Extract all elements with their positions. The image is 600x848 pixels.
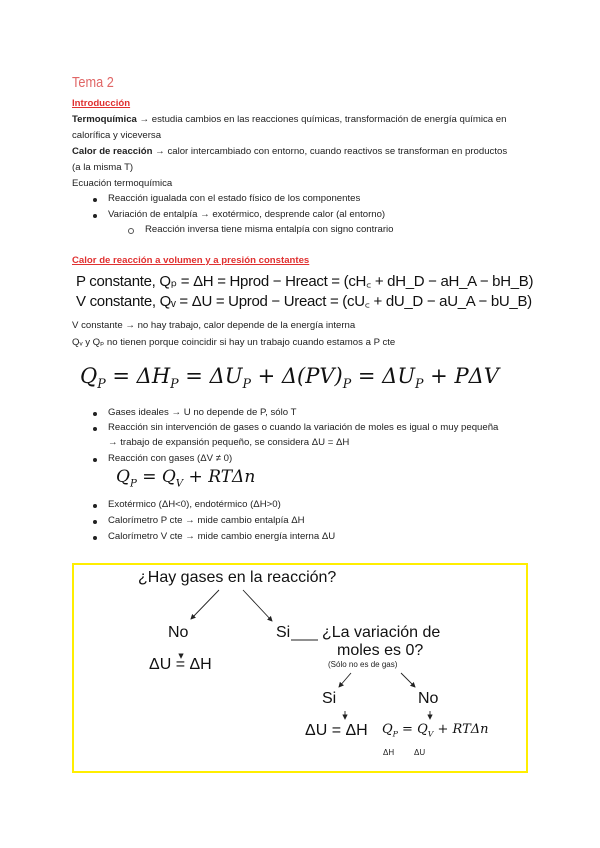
list-item: Reacción igualada con el estado físico de los componentes (108, 193, 361, 204)
intro-heading: Introducción (72, 98, 131, 109)
question-gases: ¿Hay gases en la reacción? (138, 569, 337, 586)
answer-no-2: No (418, 690, 439, 707)
formula-p: P constante, Qₚ = ΔH = Hprod − Hreact = (cH꜀ + dH_D − aH_A − bH_B) (76, 273, 534, 290)
formula-qp: $Q_P = Q_V + RT\Delta n$ (116, 467, 256, 490)
list-item: Reacción sin intervención de gases o cuando la variación de moles es igual o muy pequeña (108, 422, 499, 433)
arrow-icon (401, 673, 415, 687)
arrow-icon (339, 673, 351, 687)
result-no-2: $Q_P = Q_V + RT\Delta n$ (382, 722, 489, 739)
arrow-icon (191, 590, 219, 619)
text-line: V constante → no hay trabajo, calor depende de la energía interna (72, 320, 356, 331)
list-item: Variación de entalpía → exotérmico, desprende calor (al entorno) (108, 209, 386, 220)
answer-si-2: Si (322, 690, 337, 707)
under-qp: ΔH (383, 748, 395, 757)
text-line: Qᵥ y Qₚ no tienen porque coincidir si hay un trabajo cuando estamos a P cte (72, 337, 396, 348)
result-si-2: ΔU = ΔH (305, 722, 368, 739)
list-item: Calorímetro P cte → mide cambio entalpía ΔH (108, 515, 305, 526)
section-heading: Calor de reacción a volumen y a presión constantes (72, 255, 310, 266)
answer-no: No (168, 624, 189, 641)
text-line: (a la misma T) (72, 162, 134, 173)
note: (Sólo no es de gas) (328, 660, 398, 669)
question-moles-a: ¿La variación de (322, 624, 441, 641)
text-line: Ecuación termoquímica (72, 178, 173, 189)
list-item: Gases ideales → U no depende de P, sólo T (108, 407, 297, 418)
list-item: Calorímetro V cte → mide cambio energía interna ΔU (108, 531, 336, 542)
list-item: Exotérmico (ΔH<0), endotérmico (ΔH>0) (108, 499, 281, 510)
page-title: Tema 2 (72, 74, 114, 91)
list-item: Reacción con gases (ΔV ≠ 0) (108, 453, 233, 464)
list-item-continued: → trabajo de expansión pequeño, se considera ΔU = ΔH (108, 437, 350, 448)
definition: → estudia cambios en las reacciones químicas, transformación de energía química en (136, 114, 507, 125)
question-moles-b: moles es 0? (337, 642, 424, 659)
arrow-icon (243, 590, 272, 621)
formula-v: V constante, Qᵥ = ΔU = Uprod − Ureact = (cU꜀ + dU_D − aU_A − bU_B) (76, 293, 532, 310)
big-formula: $Q_P = \Delta H_P = \Delta U_P + \Delta(PV)_P = \Delta U_P + P\Delta V$ (80, 364, 499, 392)
term: Termoquímica (72, 114, 137, 125)
term: Calor de reacción (72, 146, 153, 157)
text-line: calorífica y viceversa (72, 130, 162, 141)
definition: → calor intercambiado con entorno, cuando reactivos se transforman en productos (152, 146, 508, 157)
answer-si: Si (276, 624, 291, 641)
list-item: Reacción inversa tiene misma entalpía con signo contrario (145, 224, 394, 235)
under-qv: ΔU (414, 748, 426, 757)
result-no: ΔU = ΔH (149, 656, 212, 673)
